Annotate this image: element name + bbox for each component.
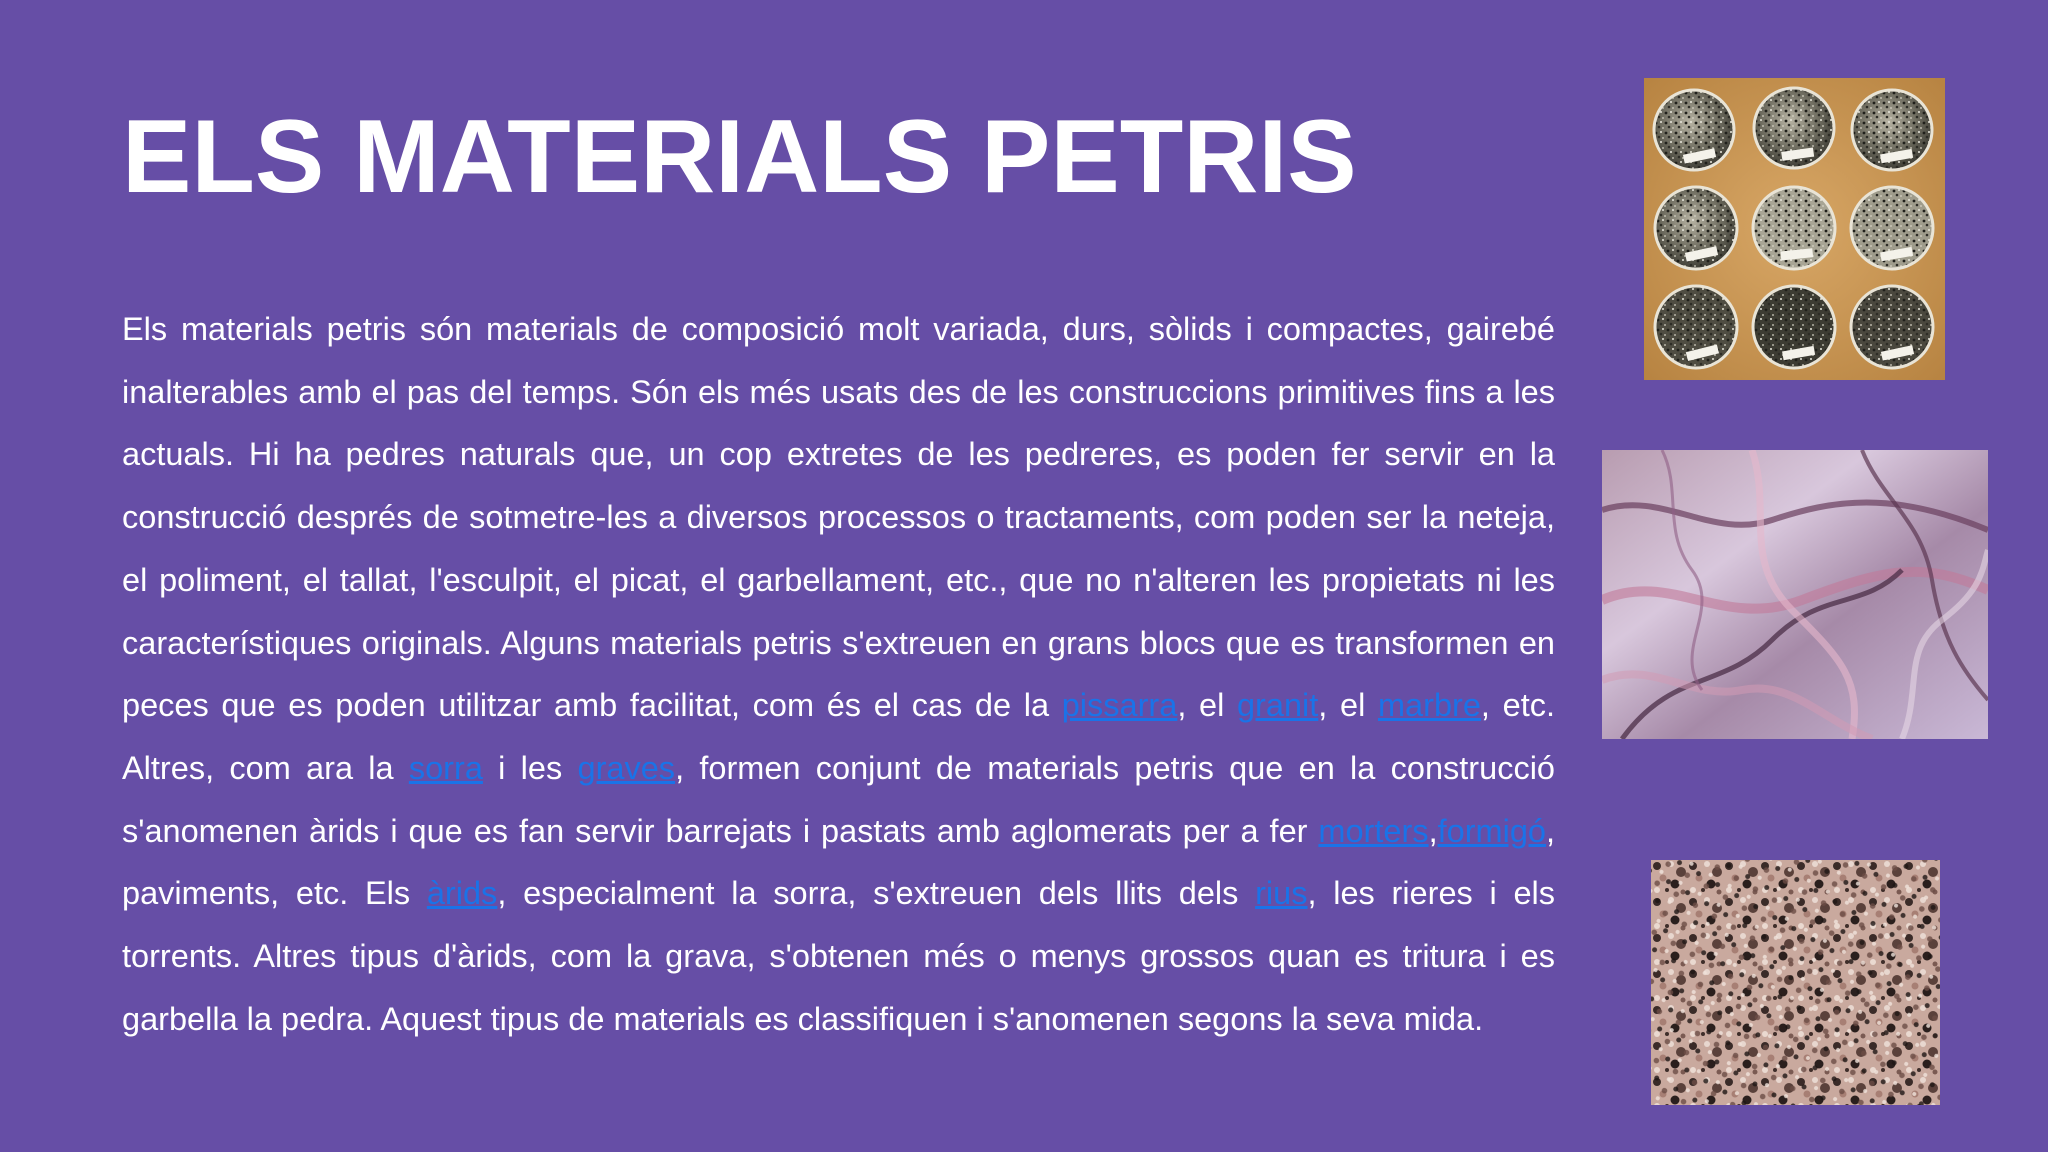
link-granit[interactable]: granit bbox=[1236, 687, 1319, 724]
link-graves[interactable]: graves bbox=[577, 749, 676, 786]
link-sorra[interactable]: sorra bbox=[408, 749, 483, 786]
body-text-segment: , especialment la sorra, s'extreuen dels llits dels bbox=[497, 875, 1256, 912]
granite-photo bbox=[1651, 860, 1940, 1105]
body-text-segment: Els materials petris són materials de composició molt variada, durs, sòlids i compactes, gairebé inalterables amb el pas del temps. Són els més usats des de les construccions primitives fins a les actuals. Hi ha pedres naturals que, un cop extretes de les pedreres, es poden fer servir en la construcció després de sotmetre-les a diversos processos o tractaments, com poden ser la neteja, el poliment, el tallat, l'esculpit, el picat, el garbellament, etc., que no n'alteren les propietats ni les característiques originals. Alguns materials petris s'extreuen en grans blocs que es transformen en peces que es poden utilitzar amb facilitat, com és el cas de la bbox=[122, 311, 1555, 724]
body-text-segment: , les rieres i els torrents. Altres tipus d'àrids, com la grava, s'obtenen més o menys grossos quan es tritura i es garbella la pedra. Aquest tipus de materials es classifiquen i s'anomenen segons la seva mida. bbox=[122, 875, 1555, 1037]
body-text-segment: , etc. Altres, com ara la bbox=[122, 687, 1556, 786]
body-text-segment: i les bbox=[482, 749, 578, 786]
marble-photo bbox=[1602, 450, 1988, 739]
body-text-segment: , el bbox=[1177, 687, 1237, 724]
stone-samples-photo bbox=[1644, 78, 1945, 380]
slide-title: ELS MATERIALS PETRIS bbox=[122, 99, 1357, 215]
body-paragraph bbox=[122, 298, 1555, 1050]
link-pissarra[interactable]: pissarra bbox=[1061, 687, 1178, 724]
link-arids[interactable]: àrids bbox=[426, 875, 498, 912]
link-morters[interactable]: morters bbox=[1318, 812, 1429, 849]
link-marbre[interactable]: marbre bbox=[1377, 687, 1481, 724]
body-text-segment: , formen conjunt de materials petris que en la construcció s'anomenen àrids i que es fan servir barrejats i pastats amb aglomerats per a fer bbox=[122, 749, 1555, 849]
link-rius[interactable]: rius bbox=[1255, 875, 1308, 912]
body-text-segment: , el bbox=[1318, 687, 1378, 724]
body-text-segment: , bbox=[1428, 812, 1438, 849]
body-text-segment: , paviments, etc. Els bbox=[122, 812, 1555, 912]
link-formigo[interactable]: formigó bbox=[1437, 812, 1546, 849]
